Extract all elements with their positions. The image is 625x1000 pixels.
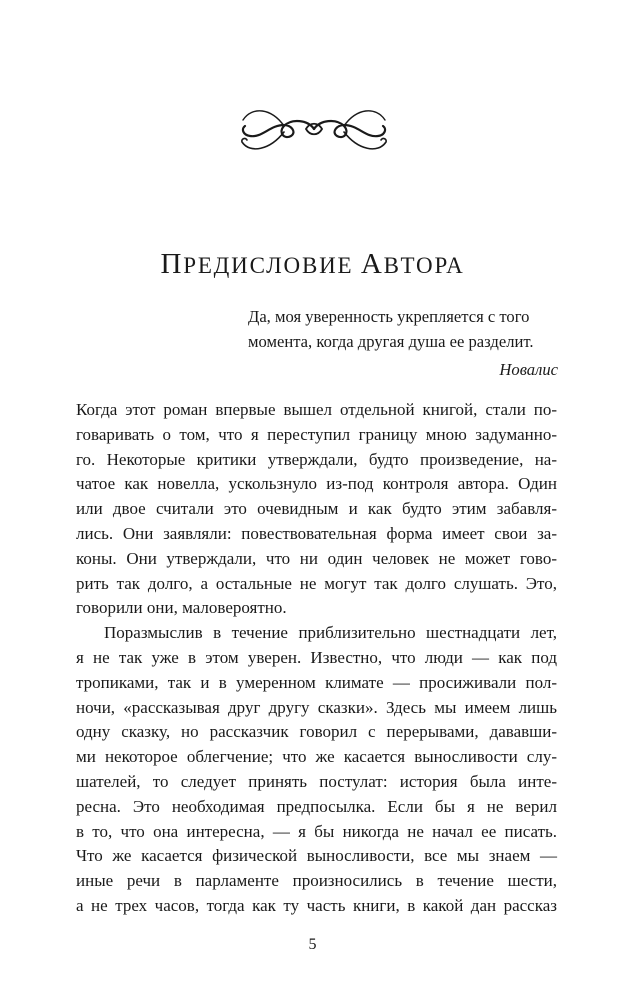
text-line: я не так уже в этом уверен. Известно, что люди — как под	[76, 647, 557, 667]
text-line: ночи, «рассказывая друг другу сказки». Здесь мы имеем лишь	[76, 697, 557, 717]
text-line: Поразмыслив в течение приблизительно шестнадцати лет,	[104, 623, 557, 643]
epigraph-line: Да, моя уверенность укрепляется с того	[248, 307, 530, 326]
text-line: шателей, то следует принять постулат: история была инте-	[76, 771, 557, 791]
text-line: говорили они, маловероятно.	[76, 598, 287, 618]
text-line: ми некоторое облегчение; что же касается выносливости слу-	[76, 747, 557, 767]
text-line: в то, что она интересна, — я бы никогда не начал ее писать.	[76, 821, 557, 841]
epigraph-author: Новалис	[499, 360, 558, 379]
text-line: рить так долго, а остальные не могут так долго слушать. Это,	[76, 573, 557, 593]
text-line: иные речи в парламенте произносились в течение шести,	[76, 871, 557, 891]
chapter-title-rest: РЕДИСЛОВИЕ	[183, 253, 361, 278]
text-line: а не трех часов, тогда как ту часть книги, в какой дан рассказ	[76, 895, 557, 915]
text-line: Что же касается физической выносливости, все мы знаем —	[76, 846, 557, 866]
text-line: лись. Они заявляли: повествовательная форма имеет свои за-	[76, 523, 557, 543]
chapter-title-rest: ВТОРА	[383, 253, 465, 278]
text-line: тропиками, так и в умеренном климате — просиживали пол-	[76, 672, 557, 692]
text-line: одну сказку, но рассказчик говорил с перерывами, дававши-	[76, 722, 557, 742]
chapter-title-initial: А	[360, 248, 384, 280]
body-text	[76, 398, 557, 919]
flourish-ornament-icon	[240, 98, 388, 160]
text-line: или двое считали это очевидным и как будто этим забавля-	[76, 499, 557, 519]
epigraph-line: момента, когда другая душа ее разделит.	[248, 332, 534, 351]
chapter-title	[0, 248, 625, 281]
text-line: ресна. Это необходимая предпосылка. Если бы я не верил	[76, 796, 557, 816]
text-line: чатое как новелла, ускользнуло из-под контроля автора. Один	[76, 474, 557, 494]
chapter-title-initial: П	[160, 248, 184, 280]
text-line: го. Некоторые критики утверждали, будто произведение, на-	[76, 449, 557, 469]
text-line: Когда этот роман впервые вышел отдельной книгой, стали по-	[76, 400, 557, 419]
paragraph-2	[76, 621, 557, 919]
epigraph	[248, 304, 558, 382]
paragraph-1	[76, 398, 557, 621]
page-number: 5	[308, 936, 317, 953]
text-line: говаривать о том, что я переступил границу мною задуманно-	[76, 424, 557, 444]
text-line: коны. Они утверждали, что ни один человек не может гово-	[76, 548, 557, 568]
